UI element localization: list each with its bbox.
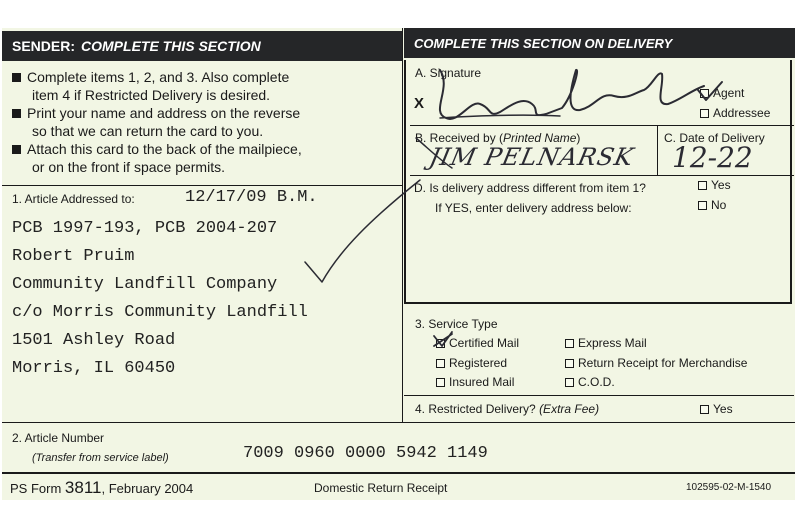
article-number-value: 7009 0960 0000 5942 1149 (243, 444, 488, 463)
bullet-square-icon (12, 145, 21, 154)
service-bottom (404, 395, 794, 396)
address-line: Community Landfill Company (12, 275, 278, 294)
address-line: c/o Morris Community Landfill (12, 303, 308, 322)
address-line: Morris, IL 60450 (12, 359, 176, 378)
delivery-header (404, 28, 795, 58)
service-cod[interactable]: C.O.D. (565, 375, 615, 389)
article-number-top (2, 422, 795, 423)
delivery-address-yes[interactable]: Yes (698, 178, 731, 192)
delivery-address-no[interactable]: No (698, 198, 726, 212)
instruction-3: Attach this card to the back of the mailpiece, or on the front if space permits. (12, 140, 397, 176)
address-line: PCB 1997-193, PCB 2004-207 (12, 219, 278, 238)
sender-instructions-bottom (2, 185, 402, 186)
address-line: Robert Pruim (12, 247, 135, 266)
address-block (12, 215, 308, 383)
article-number-label: 2. Article Number (12, 431, 105, 445)
bullet-square-icon (12, 73, 21, 82)
agent-checkbox[interactable] (700, 89, 709, 98)
express-checkbox[interactable] (565, 339, 574, 348)
addressee-option[interactable]: Addressee (700, 106, 770, 120)
bullet-square-icon (12, 109, 21, 118)
agent-option[interactable]: Agent (700, 86, 744, 100)
sender-header (2, 31, 402, 61)
service-type-label: 3. Service Type (415, 317, 498, 331)
service-express[interactable]: Express Mail (565, 336, 647, 350)
certified-checkbox[interactable] (436, 339, 445, 348)
date-of-delivery-value: 12-22 (672, 141, 753, 174)
form-title: Domestic Return Receipt (314, 481, 448, 495)
address-line-date: 12/17/09 B.M. (185, 188, 318, 207)
signature-x: X (414, 95, 425, 112)
return-receipt-checkbox[interactable] (565, 359, 574, 368)
registered-checkbox[interactable] (436, 359, 445, 368)
restricted-yes-checkbox[interactable] (700, 405, 709, 414)
restricted-delivery-label: 4. Restricted Delivery? (Extra Fee) (415, 402, 600, 416)
form-code: 102595-02-M-1540 (686, 482, 772, 493)
service-insured[interactable]: Insured Mail (436, 375, 514, 389)
restricted-delivery-yes[interactable]: Yes (700, 402, 733, 416)
article-number-sublabel: (Transfer from service label) (32, 452, 169, 464)
address-line: 1501 Ashley Road (12, 331, 176, 350)
instruction-2: Print your name and address on the reverse so that we can return the card to you. (12, 104, 397, 140)
sender-header-italic: COMPLETE THIS SECTION (81, 38, 261, 54)
date-of-delivery-label: C. Date of Delivery (664, 131, 765, 145)
footer-top (2, 472, 795, 474)
cod-checkbox[interactable] (565, 378, 574, 387)
sender-header-bold: SENDER: (12, 38, 76, 54)
received-by-label: B. Received by (Printed Name) (415, 131, 581, 145)
center-divider (402, 28, 403, 422)
delivery-address-question: D. Is delivery address different from item 1? If YES, enter delivery address below: (414, 181, 646, 215)
service-registered[interactable]: Registered (436, 356, 507, 370)
service-return-receipt[interactable]: Return Receipt for Merchandise (565, 356, 747, 370)
yes-checkbox[interactable] (698, 181, 707, 190)
service-certified[interactable]: Certified Mail (436, 336, 519, 350)
addressee-checkbox[interactable] (700, 109, 709, 118)
article-addressed-label: 1. Article Addressed to: (12, 192, 135, 206)
instruction-1: Complete items 1, 2, and 3. Also complete item 4 if Restricted Delivery is desired. (12, 68, 397, 104)
no-checkbox[interactable] (698, 201, 707, 210)
received-by-value: JIM PELNARSK (427, 143, 637, 171)
insured-checkbox[interactable] (436, 378, 445, 387)
delivery-header-text: COMPLETE THIS SECTION ON DELIVERY (414, 35, 673, 51)
form-id: PS Form 3811, February 2004 (10, 478, 194, 497)
signature-label: A. Signature (415, 66, 482, 80)
instruction-list (12, 68, 397, 176)
